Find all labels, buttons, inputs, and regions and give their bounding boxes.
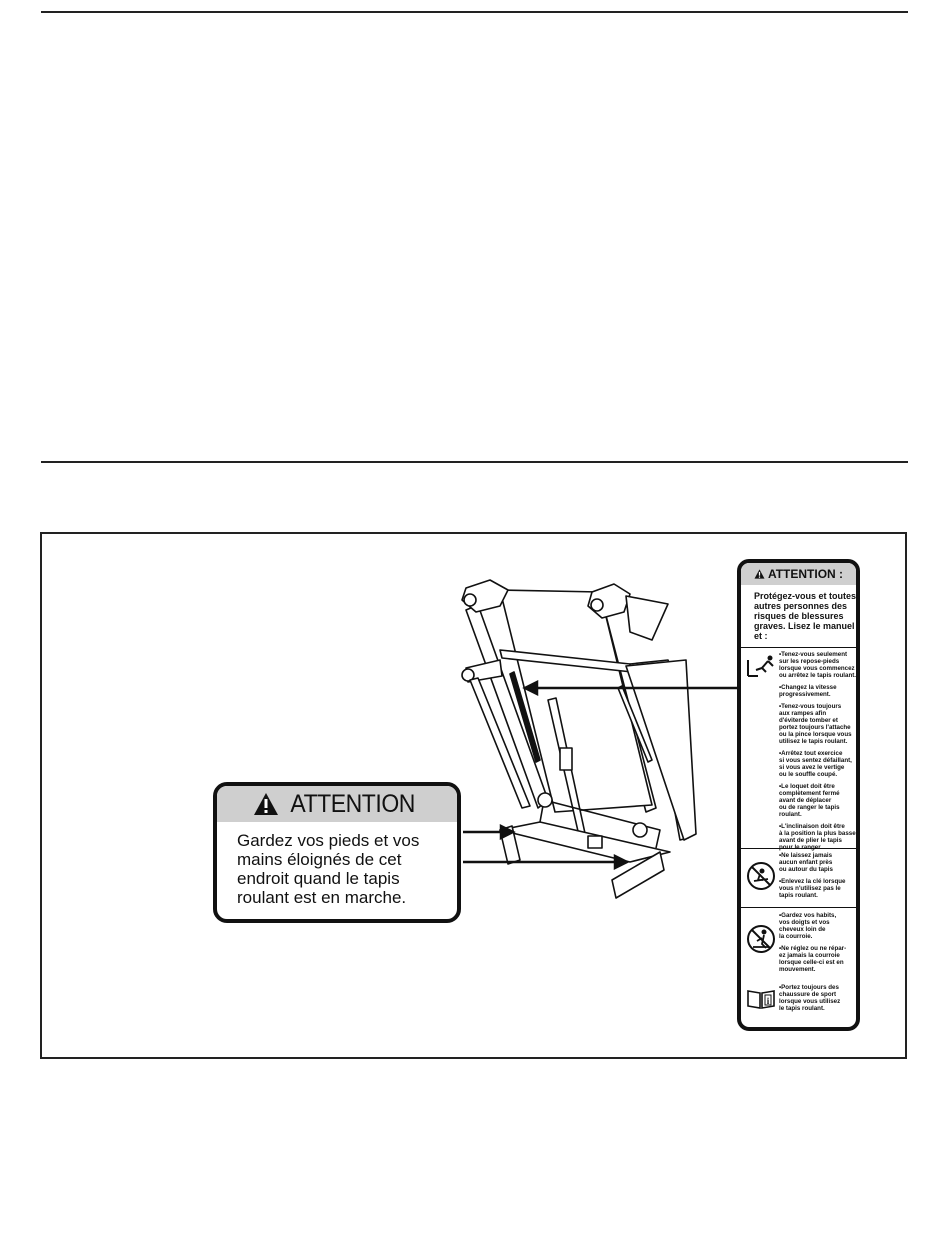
instruction-line: •Ne laissez jamais (779, 852, 833, 859)
instruction-line: chaussure de sport (779, 991, 837, 998)
instruction-line: lorsque celle-ci est en (779, 959, 844, 966)
instruction-line: tapis roulant. (779, 892, 818, 899)
instruction-line: cheveux loin de (779, 926, 826, 933)
instruction-item (779, 984, 854, 1012)
instruction-line: avant de déplacer (779, 797, 832, 804)
instruction-line: à la position la plus basse (779, 830, 856, 837)
belt-instructions (779, 912, 854, 978)
instruction-line: mouvement. (779, 966, 816, 973)
instruction-line: ez jamais la courroie (779, 952, 840, 959)
instruction-item (779, 945, 854, 973)
instruction-line: aux rampes afin (779, 710, 827, 717)
instruction-line: •Arrêtez tout exercice (779, 750, 843, 757)
instruction-line: ou la pince lorsque vous (779, 731, 852, 738)
safety-section-belt (741, 907, 856, 984)
instruction-line: le tapis roulant. (779, 1005, 825, 1012)
safety-label-header (741, 563, 856, 585)
keep-clear-of-belt-icon (746, 924, 776, 954)
instruction-line: vos doigts et vos (779, 919, 830, 926)
instruction-item (779, 750, 854, 778)
instruction-item (779, 651, 857, 679)
instruction-line: d'éviterde tomber et (779, 717, 838, 724)
instruction-line: portez toujours l'attache (779, 724, 851, 731)
instruction-line: •Ne réglez ou ne répar- (779, 945, 847, 952)
safety-section-shoes (741, 984, 856, 1031)
instruction-line: lorsque vous utilisez (779, 998, 841, 1005)
instruction-line: complètement fermé (779, 790, 840, 797)
instruction-line: roulant. (779, 811, 802, 818)
instruction-line: avant de plier le tapis (779, 837, 842, 844)
instruction-line: ou le souffle coupé. (779, 771, 838, 778)
instruction-item (779, 823, 854, 851)
instruction-item (779, 703, 854, 745)
instruction-line: aucun enfant près (779, 859, 833, 866)
shoes-instructions (779, 984, 854, 1017)
instruction-line: •Tenez-vous toujours (779, 703, 842, 710)
console (626, 596, 668, 640)
feet-warning-line: Gardez vos pieds et vos (237, 831, 420, 850)
stand-on-foot-rails-icon (746, 654, 776, 678)
intro-line: risques de blessures (754, 611, 844, 621)
intro-line: graves. Lisez le manuel (754, 621, 855, 631)
children-instructions (779, 852, 854, 904)
feet-warning-text (217, 822, 457, 907)
usage-instructions (779, 651, 857, 856)
instruction-line: progressivement. (779, 691, 831, 698)
instruction-item (779, 878, 854, 899)
instruction-line: •Changez la vitesse (779, 684, 837, 691)
svg-text:i: i (766, 996, 770, 1006)
feet-warning-line: roulant est en marche. (237, 888, 407, 907)
no-children-icon (746, 861, 776, 891)
instruction-line: •L'inclinaison doit être (779, 823, 845, 830)
safety-instructions-label (737, 559, 860, 1031)
instruction-line: si vous avez le vertige (779, 764, 845, 771)
instruction-line: •Tenez-vous seulement (779, 651, 848, 658)
instruction-line: •Enlevez la clé lorsque (779, 878, 846, 885)
intro-line: Protégez-vous et toutes (754, 591, 857, 601)
intro-line: autres personnes des (754, 601, 848, 611)
intro-line: et : (754, 631, 768, 641)
instruction-line: •Gardez vos habits, (779, 912, 837, 919)
instruction-item (779, 783, 854, 818)
instruction-line: •Portez toujours des (779, 984, 839, 991)
instruction-line: ou de ranger le tapis (779, 804, 840, 811)
instruction-line: ou autour du tapis (779, 866, 833, 873)
instruction-line: vous n'utilisez pas le (779, 885, 841, 892)
safety-section-children (741, 848, 856, 907)
feet-warning-line: endroit quand le tapis (237, 869, 400, 888)
warning-triangle-icon (253, 792, 279, 816)
safety-label-intro (741, 585, 856, 647)
instruction-line: sur les repose-pieds (779, 658, 840, 665)
feet-warning-header (217, 786, 457, 822)
instruction-line: ou arrêtez le tapis roulant. (779, 672, 857, 679)
feet-warning-label (213, 782, 461, 923)
instruction-line: lorsque vous commencez (779, 665, 855, 672)
manual-info-icon (746, 988, 776, 1010)
instruction-item (779, 852, 854, 873)
instruction-line: •Le loquet doit être (779, 783, 835, 790)
feet-warning-line: mains éloignés de cet (237, 850, 402, 869)
instruction-line: si vous sentez défaillant, (779, 757, 852, 764)
instruction-line: pour le ranger. (779, 844, 822, 851)
feet-warning-heading: ATTENTION (290, 789, 416, 818)
instruction-line: utilisez le tapis roulant. (779, 738, 848, 745)
instruction-item (779, 912, 854, 940)
safety-label-heading: ATTENTION : (767, 567, 844, 581)
safety-section-usage (741, 647, 857, 851)
warning-triangle-icon (754, 569, 765, 579)
instruction-line: la courroie. (779, 933, 813, 940)
instruction-item (779, 684, 854, 698)
